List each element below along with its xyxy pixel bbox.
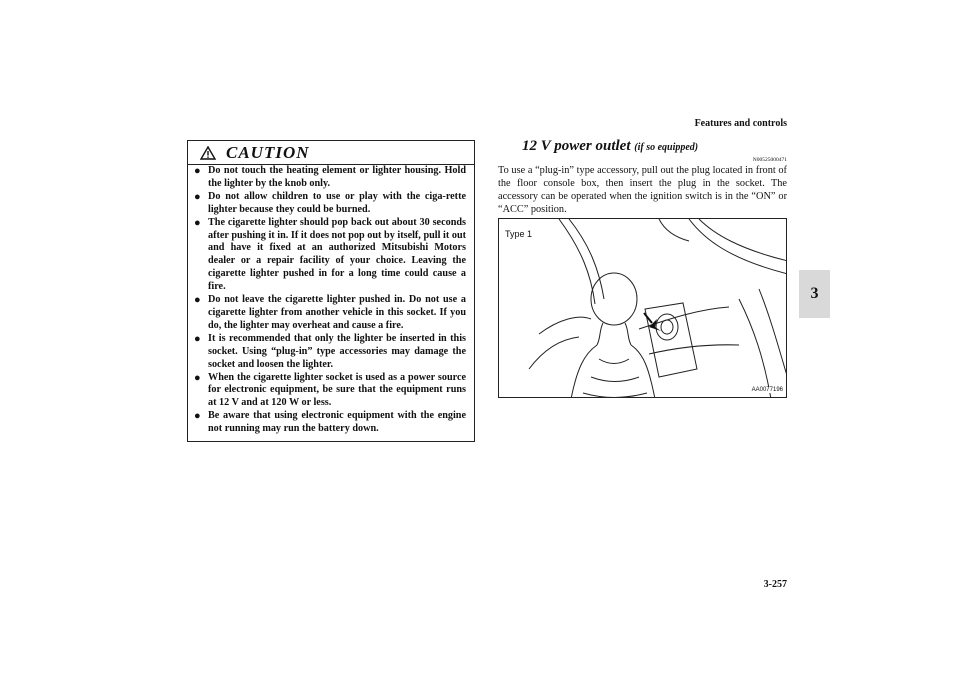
caution-item: ● The cigarette lighter should pop back out about 30 seconds after pushing it in. If it does not pop out by itself, pull it out and have it fixed at an authorized Mitsubishi Motors dealer or a repair facility of your choice. Leaving the cigarette lighter pushed in for a long time could cause a fire.	[194, 216, 466, 293]
caution-box	[187, 140, 475, 442]
page-number: 3-257	[763, 579, 787, 590]
bullet-icon: ●	[194, 165, 201, 177]
figure-label: Type 1	[505, 229, 533, 239]
caution-item: ● Do not allow children to use or play with the ciga-rette lighter because they could be burned.	[194, 190, 466, 215]
warning-triangle-icon	[200, 146, 216, 160]
figure-code: AA0077196	[751, 387, 783, 393]
reference-code: N00525000471	[752, 157, 787, 163]
caution-item: ● Do not touch the heating element or lighter housing. Hold the lighter by the knob only.	[194, 165, 466, 189]
bullet-icon: ●	[194, 216, 201, 229]
console-illustration	[499, 219, 787, 398]
power-outlet-figure	[498, 218, 787, 398]
section-subtitle: (if so equipped)	[634, 142, 699, 153]
section-title	[522, 138, 698, 155]
bullet-icon: ●	[194, 294, 201, 307]
caution-list	[188, 165, 474, 436]
page-header: Features and controls	[694, 118, 787, 129]
bullet-icon: ●	[194, 190, 201, 203]
bullet-icon: ●	[194, 332, 201, 345]
caution-title: CAUTION	[226, 142, 310, 162]
chapter-number: 3	[810, 285, 819, 302]
caution-item: ● It is recommended that only the lighter be inserted in this socket. Using “plug-in” type accessories may damage the socket and loosen the lighter.	[194, 332, 466, 370]
caution-item: ● Be aware that using electronic equipment with the engine not running may run the battery down.	[194, 410, 466, 435]
caution-item: ● Do not leave the cigarette lighter pushed in. Do not use a cigarette lighter from another vehicle in this socket. If you do, the lighter may overheat and cause a fire.	[194, 294, 466, 331]
bullet-icon: ●	[194, 410, 201, 423]
section-body: To use a “plug-in” type accessory, pull out the plug located in front of the floor console box, then insert the plug in the socket. The accessory can be operated when the ignition switch is in the “ON” or “ACC” position.	[498, 165, 787, 215]
section-title-text: 12 V power outlet	[522, 138, 631, 154]
caution-item: ● When the cigarette lighter socket is used as a power source for electronic equipment, be sure that the equipment runs at 12 V and at 120 W or less.	[194, 371, 466, 409]
chapter-tab	[799, 270, 830, 318]
caution-header	[188, 141, 474, 165]
bullet-icon: ●	[194, 371, 201, 384]
